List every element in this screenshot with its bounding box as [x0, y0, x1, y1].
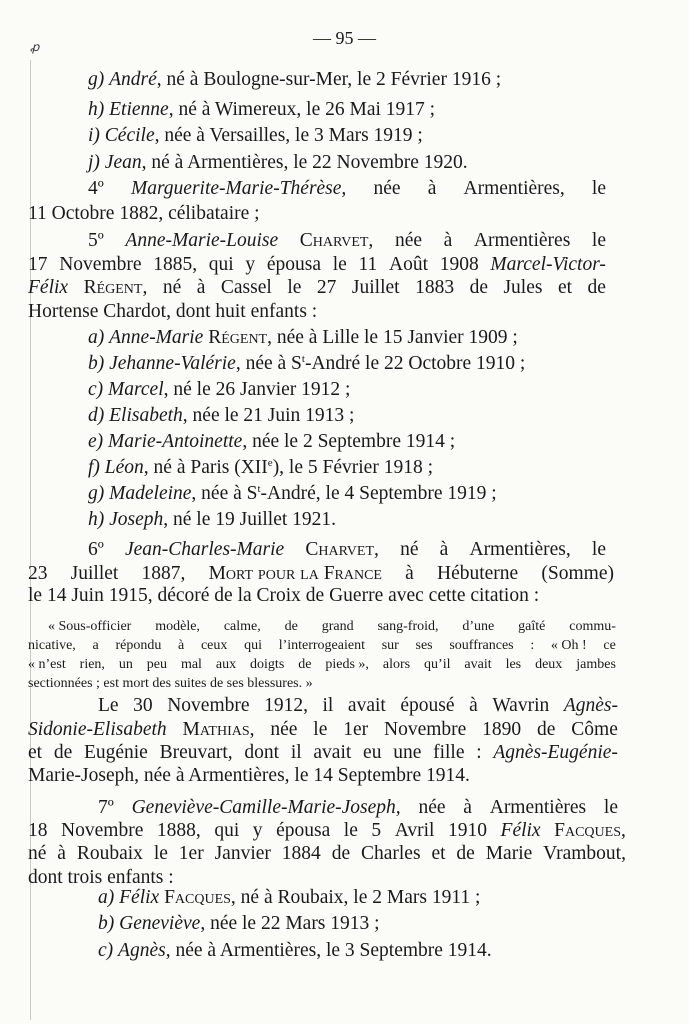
citation-line: sectionnées ; est mort des suites de ses blessures. » — [28, 676, 313, 691]
enfant-line: h) Etienne, né à Wimereux, le 26 Mai 1917 ; — [88, 99, 436, 120]
enfant-line: j) Jean, né à Armentières, le 22 Novembre 1920. — [88, 152, 468, 173]
citation-line: « n’est rien, un peu mal aux doigts de pieds », alors qu’il avait les deux jambes — [28, 657, 616, 672]
enfant-line: i) Cécile, née à Versailles, le 3 Mars 1919 ; — [88, 125, 423, 146]
enfant-line: c) Agnès, née à Armentières, le 3 Septembre 1914. — [98, 940, 492, 961]
enfant-line: e) Marie-Antoinette, née le 2 Septembre 1914 ; — [88, 431, 456, 452]
text-line: 23 Juillet 1887, Mort pour la France à Hébuterne (Somme) — [28, 563, 614, 584]
page-number: — 95 — — [313, 28, 376, 48]
text-line: et de Eugénie Breuvart, dont il avait eu une fille : Agnès-Eugénie- — [28, 742, 618, 763]
citation-line: « Sous-officier modèle, calme, de grand sang-froid, d’une gaîté commu- — [48, 619, 616, 634]
enfant-line: g) Madeleine, née à $S^t$-André, le 4 Septembre 1919 ; — [88, 483, 497, 504]
text-line: Sidonie-Elisabeth Mathias, née le 1er Novembre 1890 de Côme — [28, 719, 618, 740]
citation-line: nicative, a répondu à ceux qui l’interrogeaient sur ses souffrances : « Oh ! ce — [28, 638, 616, 653]
enfant-line: b) Geneviève, née le 22 Mars 1913 ; — [98, 913, 380, 934]
text-line: 5º Anne-Marie-Louise Charvet, née à Armentières le — [88, 230, 606, 251]
text-line: 17 Novembre 1885, qui y épousa le 11 Août 1908 Marcel-Victor- — [28, 254, 606, 275]
text-line: 7º Geneviève-Camille-Marie-Joseph, née à Armentières le — [98, 797, 618, 818]
text-line: né à Roubaix le 1er Janvier 1884 de Charles et de Marie Vrambout, — [28, 843, 626, 864]
enfant-line: c) Marcel, né le 26 Janvier 1912 ; — [88, 379, 351, 400]
text-line: 6º Jean-Charles-Marie Charvet, né à Armentières, le — [88, 539, 606, 560]
text-line: dont trois enfants : — [28, 867, 174, 888]
enfant-line: f) Léon, né à Paris (XIIe), le 5 Février 1918 ; — [88, 457, 433, 478]
text-line: 4º Marguerite-Marie-Thérèse, née à Armentières, le — [88, 178, 606, 199]
enfant-line: b) Jehanne-Valérie, née à $S^t$-André le 22 Octobre 1910 ; — [88, 353, 526, 374]
enfant-line: g) André, né à Boulogne-sur-Mer, le 2 Février 1916 ; — [88, 69, 502, 90]
text-line: Félix Régent, né à Cassel le 27 Juillet 1883 de Jules et de — [28, 277, 606, 298]
text-line: 18 Novembre 1888, qui y épousa le 5 Avril 1910 Félix Facques, — [28, 820, 626, 841]
text-line: 11 Octobre 1882, célibataire ; — [28, 203, 260, 224]
text-line: Marie-Joseph, née à Armentières, le 14 Septembre 1914. — [28, 765, 470, 786]
enfant-line: a) Anne-Marie Régent, née à Lille le 15 Janvier 1909 ; — [88, 327, 518, 348]
text-line: Le 30 Novembre 1912, il avait épousé à Wavrin Agnès- — [98, 695, 618, 716]
enfant-line: h) Joseph, né le 19 Juillet 1921. — [88, 509, 337, 530]
enfant-line: a) Félix Facques, né à Roubaix, le 2 Mars 1911 ; — [98, 887, 481, 908]
corner-mark: ꝓ — [30, 40, 40, 54]
enfant-line: d) Elisabeth, née le 21 Juin 1913 ; — [88, 405, 355, 426]
text-line: Hortense Chardot, dont huit enfants : — [28, 301, 318, 322]
text-line: le 14 Juin 1915, décoré de la Croix de Guerre avec cette citation : — [28, 585, 540, 606]
